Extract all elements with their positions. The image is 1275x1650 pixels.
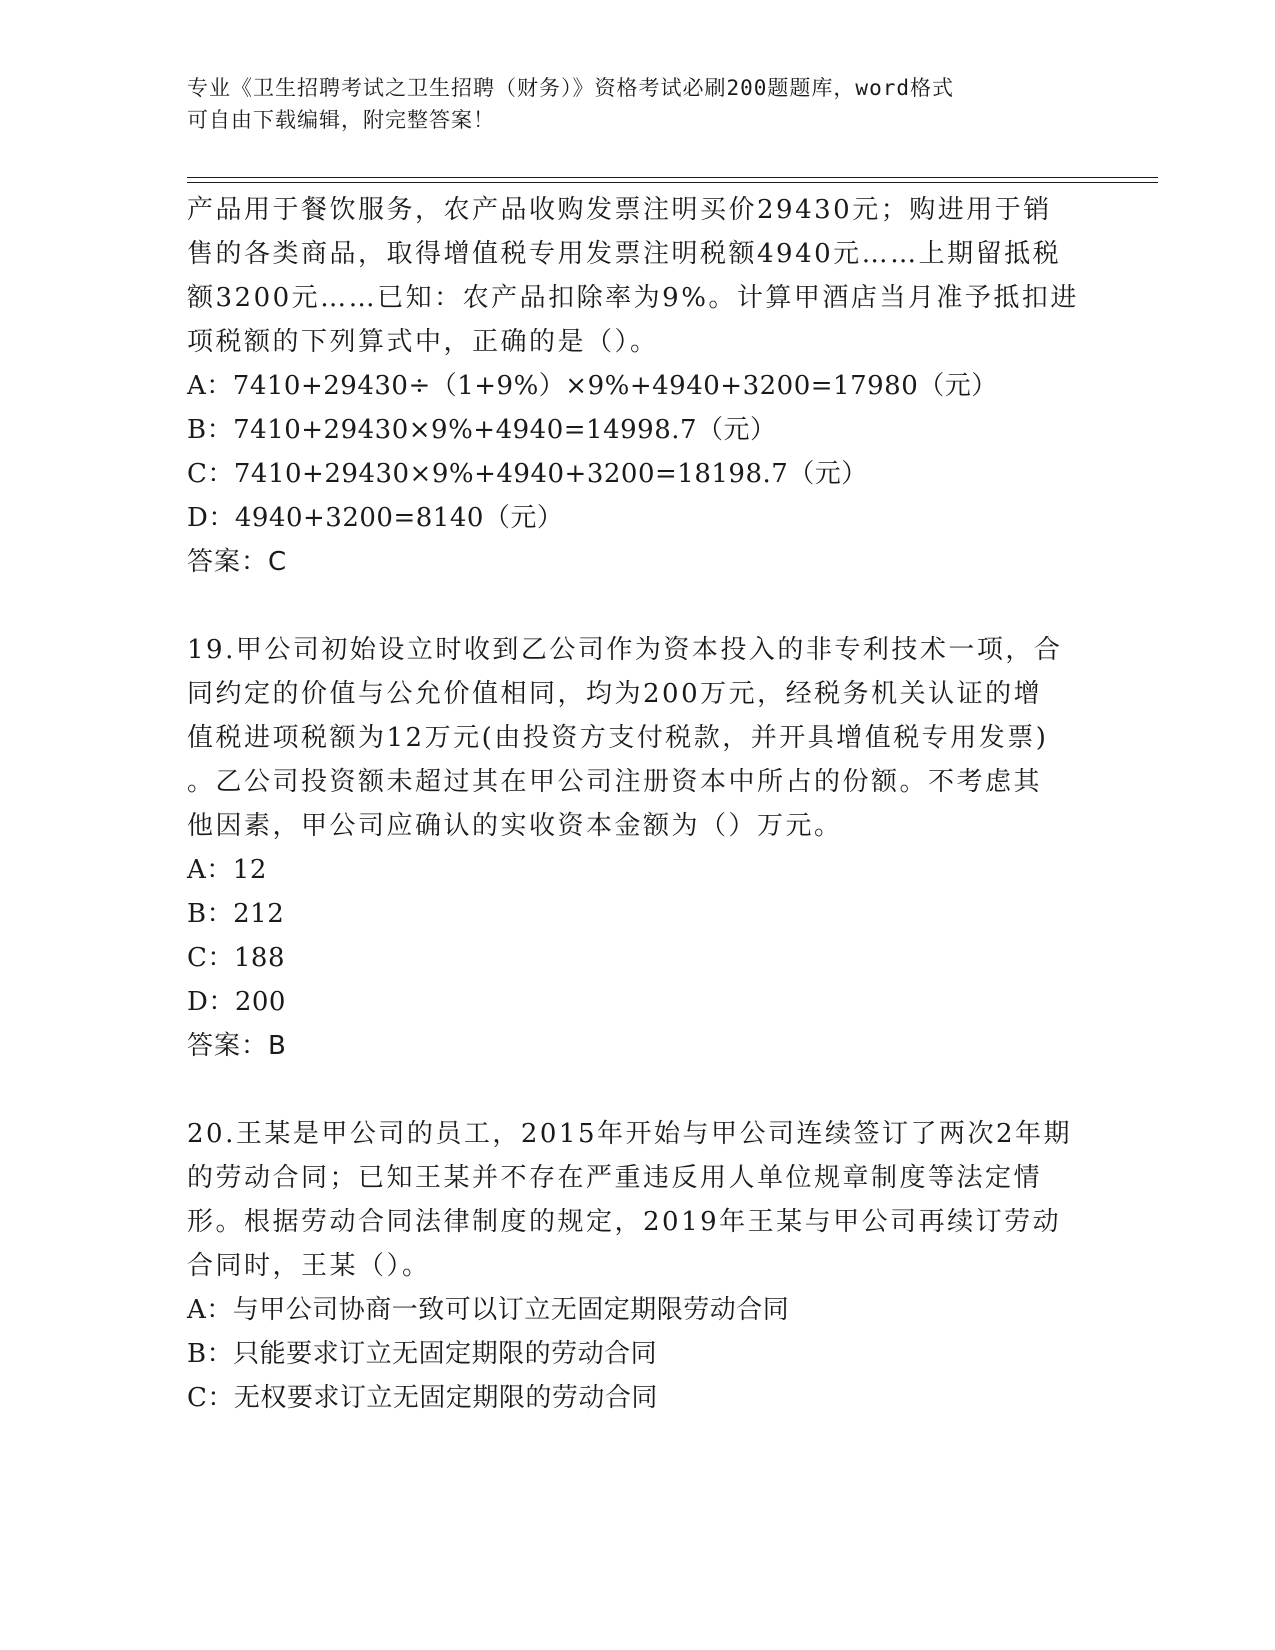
- question-18-option-a: A：7410+29430÷（1+9%）×9%+4940+3200=17980（元）: [187, 371, 998, 401]
- question-20-stem-line: 的劳动合同；已知王某并不存在严重违反用人单位规章制度等法定情: [187, 1163, 1043, 1193]
- question-19-option-a: A：12: [187, 855, 267, 885]
- question-19-stem-line: 他因素，甲公司应确认的实收资本金额为（）万元。: [187, 811, 843, 841]
- question-19-stem-line: 同约定的价值与公允价值相同，均为200万元，经税务机关认证的增: [187, 679, 1043, 709]
- question-19-option-d: D：200: [187, 987, 286, 1017]
- question-18-option-b: B：7410+29430×9%+4940=14998.7（元）: [187, 415, 777, 445]
- question-18-option-d: D：4940+3200=8140（元）: [187, 503, 564, 533]
- header-divider-bottom: [187, 182, 1158, 183]
- question-20-option-c: C：无权要求订立无固定期限的劳动合同: [187, 1383, 658, 1413]
- question-19-answer: 答案：B: [187, 1031, 287, 1061]
- question-19-stem-line: 值税进项税额为12万元(由投资方支付税款，并开具增值税专用发票): [187, 723, 1049, 753]
- question-19-option-c: C：188: [187, 943, 286, 973]
- question-20-stem-line: 形。根据劳动合同法律制度的规定，2019年王某与甲公司再续订劳动: [187, 1207, 1062, 1237]
- question-19-stem-line: 19.甲公司初始设立时收到乙公司作为资本投入的非专利技术一项，合: [187, 635, 1063, 665]
- question-20-stem-line: 合同时，王某（）。: [187, 1251, 431, 1281]
- document-header: [187, 72, 1087, 136]
- question-20-stem-line: 20.王某是甲公司的员工，2015年开始与甲公司连续签订了两次2年期: [187, 1119, 1073, 1149]
- question-18-stem-line: 售的各类商品，取得增值税专用发票注明税额4940元……上期留抵税: [187, 239, 1062, 269]
- question-18-stem-line: 产品用于餐饮服务，农产品收购发票注明买价29430元；购进用于销: [187, 195, 1052, 225]
- header-line-2: 可自由下载编辑，附完整答案！: [187, 108, 495, 132]
- question-20-option-b: B：只能要求订立无固定期限的劳动合同: [187, 1339, 658, 1369]
- question-19-stem-line: 。乙公司投资额未超过其在甲公司注册资本中所占的份额。不考虑其: [187, 767, 1043, 797]
- header-divider-top: [187, 177, 1158, 178]
- question-18-stem-line: 额3200元……已知：农产品扣除率为9%。计算甲酒店当月准予抵扣进: [187, 283, 1079, 313]
- question-19-option-b: B：212: [187, 899, 285, 929]
- question-20-option-a: A：与甲公司协商一致可以订立无固定期限劳动合同: [187, 1295, 790, 1325]
- question-18-answer: 答案：C: [187, 547, 288, 577]
- header-line-1: 专业《卫生招聘考试之卫生招聘（财务）》资格考试必刷200题题库，word格式: [187, 76, 954, 100]
- question-18-stem-line: 项税额的下列算式中，正确的是（）。: [187, 327, 659, 357]
- question-18-option-c: C：7410+29430×9%+4940+3200=18198.7（元）: [187, 459, 868, 489]
